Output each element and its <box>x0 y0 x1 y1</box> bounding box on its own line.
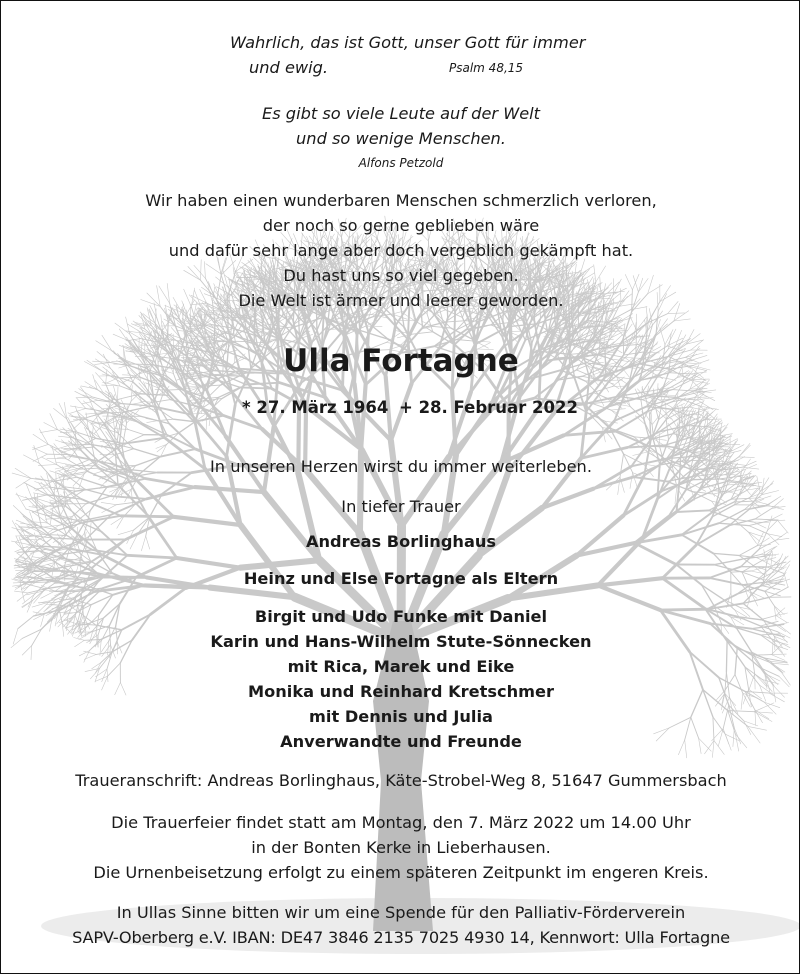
tree-branch <box>128 430 144 435</box>
tree-branch <box>399 320 415 321</box>
verse2-line2: und so wenige Menschen. <box>296 129 506 148</box>
tree-branch <box>412 332 433 334</box>
tree-branch <box>701 412 713 422</box>
intro-line: Du hast uns so viel gegeben. <box>283 266 519 285</box>
verse1-line2: und ewig. <box>249 58 329 77</box>
tree-branch <box>51 592 63 599</box>
tree-branch <box>21 558 37 561</box>
verse2-line1: Es gibt so viele Leute auf der Welt <box>261 104 541 123</box>
intro-line: und dafür sehr lange aber doch vergeblich gekämpft hat. <box>168 241 634 260</box>
intro-line: Die Welt ist ärmer und leerer geworden. <box>238 291 564 310</box>
tree-branch <box>739 445 751 457</box>
tree-branch <box>771 567 787 568</box>
tree-branch <box>85 489 110 496</box>
tree-branch <box>78 521 101 532</box>
tree-branch <box>127 555 176 558</box>
tree-branch <box>620 318 632 322</box>
tree-branch <box>28 595 34 607</box>
tree-branch <box>33 447 48 454</box>
tree-branch <box>594 477 634 489</box>
tree-branch <box>611 332 623 338</box>
mourner-family-line: Birgit und Udo Funke mit Daniel <box>254 607 548 626</box>
memory-line: In unseren Herzen wirst du immer weiterleben. <box>210 457 592 476</box>
mourning-label: In tiefer Trauer <box>341 497 461 516</box>
tree-branch <box>228 317 248 318</box>
verse1-line1: Wahrlich, das ist Gott, unser Gott für immer <box>230 33 586 52</box>
tree-branch <box>118 387 119 401</box>
tree-branch <box>146 479 195 488</box>
tree-branch <box>702 585 715 606</box>
death-date: + 28. Februar 2022 <box>399 398 578 417</box>
tree-branch <box>147 421 158 423</box>
tree-branch <box>136 390 143 402</box>
tree-branch <box>697 418 711 424</box>
tree-branch <box>16 478 31 488</box>
tree-branch <box>659 433 660 445</box>
tree-branch <box>101 444 115 447</box>
tree-branch <box>727 484 739 485</box>
mourner-partner: Andreas Borlinghaus <box>305 532 497 551</box>
tree-branch <box>771 654 786 655</box>
tree-branch <box>161 315 163 331</box>
birth-date: * 27. März 1964 <box>242 398 389 417</box>
tree-branch <box>711 427 712 443</box>
intro-line: der noch so gerne geblieben wäre <box>262 216 540 235</box>
tree-branch <box>44 423 58 430</box>
tree-branch <box>109 393 110 407</box>
tree-branch <box>771 558 781 568</box>
tree-branch <box>435 316 454 345</box>
tree-branch <box>753 522 768 523</box>
intro-line: Wir haben einen wunderbaren Menschen schmerzlich verloren, <box>145 191 657 210</box>
tree-branch <box>33 434 48 444</box>
tree-branch <box>755 519 777 520</box>
tree-branch <box>190 322 191 343</box>
tree-branch <box>760 478 769 492</box>
tree-branch <box>666 403 667 419</box>
tree-branch <box>177 558 241 568</box>
tree-branch <box>606 408 619 413</box>
tree-branch <box>170 381 183 389</box>
tree-branch <box>70 409 85 414</box>
tree-branch <box>692 379 710 380</box>
tree-branch <box>748 484 764 487</box>
tree-branch <box>113 386 117 401</box>
tree-branch <box>686 330 694 345</box>
tree-branch <box>747 592 751 607</box>
tree-branch <box>14 591 28 593</box>
tree-branch <box>633 477 667 481</box>
tree-branch <box>682 411 695 412</box>
tree-branch <box>33 444 49 449</box>
tree-branch <box>246 383 280 385</box>
tree-branch <box>210 588 295 598</box>
tree-branch <box>714 559 742 564</box>
tree-branch <box>748 726 767 730</box>
mourner-parents: Heinz und Else Fortagne als Eltern <box>243 569 559 588</box>
tree-branch <box>777 556 789 567</box>
verse2-author: Alfons Petzold <box>358 156 444 170</box>
verse1-source: Psalm 48,15 <box>449 61 524 75</box>
tree-branch <box>115 417 117 433</box>
tree-branch <box>178 422 195 434</box>
tree-branch <box>713 553 739 555</box>
tree-branch <box>655 408 667 419</box>
tree-branch <box>642 389 659 392</box>
tree-branch <box>50 414 58 430</box>
tree-branch <box>777 554 783 567</box>
tree-branch <box>240 560 319 568</box>
tree-branch <box>117 516 124 528</box>
deceased-name: Ulla Fortagne <box>283 343 519 379</box>
tree-branch <box>134 449 160 457</box>
tree-branch <box>40 430 57 433</box>
tree-branch <box>454 312 455 345</box>
tree-branch <box>131 386 132 402</box>
tree-branch <box>160 449 195 457</box>
tree-branch <box>677 423 678 436</box>
tree-branch <box>760 484 773 492</box>
tree-branch <box>127 406 128 423</box>
tree-branch <box>299 319 300 340</box>
tree-branch <box>54 408 67 419</box>
tree-branch <box>629 315 636 330</box>
tree-branch <box>195 487 264 492</box>
tree-branch <box>614 324 624 336</box>
tree-branch <box>762 491 779 495</box>
tree-branch <box>157 444 167 452</box>
tree-branch <box>174 517 241 525</box>
